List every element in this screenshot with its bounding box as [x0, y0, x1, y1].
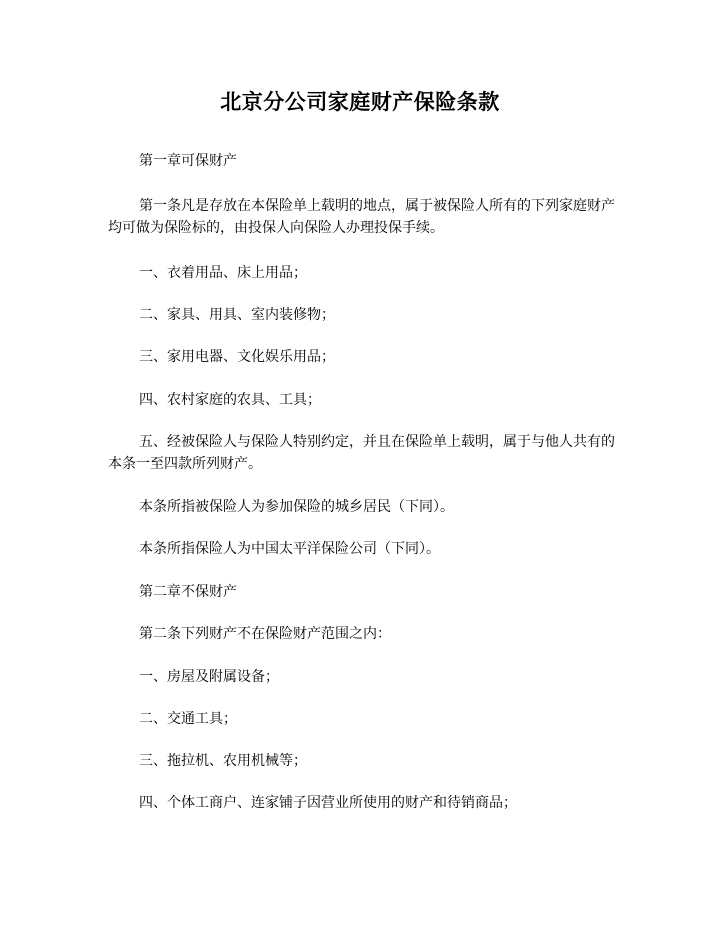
- chapter-heading: 第二章不保财产: [139, 584, 237, 600]
- article-paragraph: 第二条下列财产不在保险财产范围之内：: [139, 626, 391, 642]
- list-item: 二、交通工具；: [139, 711, 237, 727]
- list-item: 四、个体工商户、连家铺子因营业所使用的财产和待销商品；: [139, 795, 517, 811]
- article-paragraph: 第一条凡是存放在本保险单上载明的地点，属于被保险人所有的下列家庭财产均可做为保险标的，由投保人向保险人办理投保手续。: [108, 198, 615, 236]
- note-paragraph: 本条所指保险人为中国太平洋保险公司（下同）。: [139, 541, 440, 557]
- note-paragraph: 本条所指被保险人为参加保险的城乡居民（下同）。: [139, 499, 454, 515]
- list-item: 一、衣着用品、床上用品；: [139, 265, 307, 281]
- list-item: 四、农村家庭的农具、工具；: [139, 392, 321, 408]
- list-item: 一、房屋及附属设备；: [139, 669, 279, 685]
- list-item: 三、家用电器、文化娱乐用品；: [139, 349, 335, 365]
- list-item: 三、拖拉机、农用机械等；: [139, 753, 307, 769]
- list-item: 五、经被保险人与保险人特别约定，并且在保险单上载明，属于与他人共有的本条一至四款所列财产。: [108, 434, 615, 472]
- chapter-heading: 第一章可保财产: [139, 153, 237, 169]
- list-item: 二、家具、用具、室内装修物；: [139, 307, 335, 323]
- document-title: 北京分公司家庭财产保险条款: [220, 90, 500, 114]
